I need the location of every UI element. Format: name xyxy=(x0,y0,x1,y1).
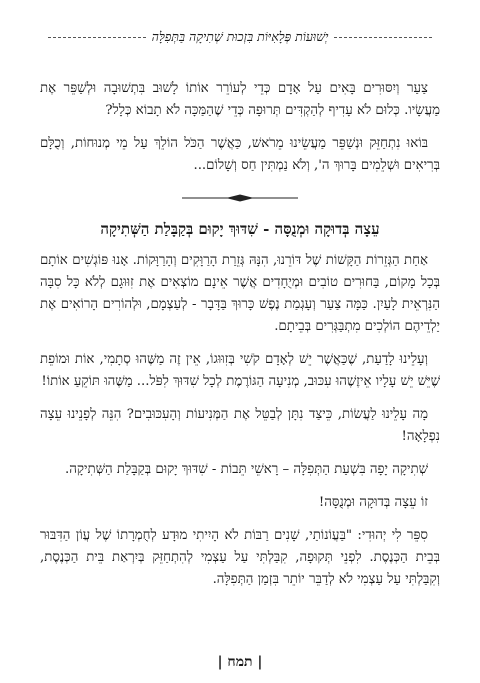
page-number: | תמח | xyxy=(217,654,263,670)
paragraph: שְׁתִיקָה יָפָה בִּשְׁעַת הַתְּפִלָּה – רָאשֵׁי תֵּבוֹת - שִׁדּוּךְ יָקוּם בְּקַבָּלַת הַשְּׁתִיקָה. xyxy=(65,462,428,477)
section-separator-ornament xyxy=(40,188,440,208)
ornament-icon xyxy=(180,193,300,203)
paragraph: בּוֹאוּ נִתְחַזֵּק וּנְשַׁפֵּר מַעֲשֵׂינוּ מֵרֹאשׁ, כַּאֲשֶׁר הַכֹּל הוֹלֵךְ עַל מֵי מְנוּחוֹת, וְכֻלָּם בְּרִיאִים וּשְׁלֵמִים בָּרוּךְ ה', וְלֹא נַמְתִּין חַס וְשָׁלוֹם... xyxy=(40,136,440,173)
paragraph: אַחַת הַגְּזֵרוֹת הַקָּשׁוֹת שֶׁל דּוֹרֵנוּ, הִנָּהּ גְּזֵרַת הָרַוָּקִים וְהָרַוָּקוֹת. אָנוּ פּוֹגְשִׁים אוֹתָם בְּכָל מָקוֹם, בַּחוּרִים טוֹבִים וּמְיֻחָדִים אֲשֶׁר אֵינָם מוֹצְאִים אֶת זִוּוּגָם לְלֹא כָּל סִבָּה הַנִּרְאֵית לָעַיִן. כַּמָּה צַעַר וְעָגְמַת נֶפֶשׁ כָּרוּךְ בַּדָּבָר - לְעַצְמָם, וּלְהוֹרִים הָרוֹאִים אֶת יַלְדֵיהֶם הוֹלְכִים מִתְבַּגְּרִים בְּבֵיתָם. xyxy=(40,253,440,334)
paragraph: וְעָלֵינוּ לָדַעַת, שֶׁכַּאֲשֶׁר יֵשׁ לְאָדָם קֹשִׁי בְּזִוּוּגוֹ, אֵין זֶה מַשֶּׁהוּ סְתָמִי, אוֹת וּמוֹפֵת שֶׁיֵּשׁ יֵשׁ עָלָיו אֵיזֶשֶׁהוּ עִכּוּב, מְנִיעָה הַגּוֹרֶמֶת לְכָל שִׁדּוּךְ לִפֹּל... מַשֶּׁהוּ תּוֹקֵעַ אוֹתוֹ! xyxy=(40,352,440,389)
header-rule-right xyxy=(334,37,432,38)
section-heading: עֵצָה בְּדוּקָה וּמְנֻסָּה - שִׁדּוּךְ יָקוּם בְּקַבָּלַת הַשְּׁתִיקָה xyxy=(100,220,380,238)
paragraph: צַעַר וְיִסּוּרִים בָּאִים עַל אָדָם כְּדֵי לְעוֹרֵר אוֹתוֹ לָשׁוּב בִּתְשׁוּבָה וּלְשַׁפֵּר אֶת מַעֲשָׂיו. כְּלוּם לֹא עָדִיף לְהַקְדִּים תְּרוּפָה כְּדֵי שֶׁהַמַּכָּה לֹא תָבוֹא כְּלָל? xyxy=(40,81,440,118)
paragraph: זוֹ עֵצָה בְּדוּקָה וּמְנֻסָּה! xyxy=(318,495,428,510)
running-header xyxy=(48,28,432,46)
header-rule-left xyxy=(48,37,146,38)
paragraph: מָה עָלֵינוּ לַעֲשׂוֹת, כֵּיצַד נִתָּן לְבַטֵּל אֶת הַמְּנִיעוֹת וְהָעִכּוּבִים? הִנֵּה לְפָנֵינוּ עֵצָה נִפְלָאָה! xyxy=(40,407,440,444)
running-title: יְשׁוּעוֹת פְּלָאִיּוֹת בִּזְכוּת שְׁתִיקָה בַּתְּפִלָּה xyxy=(151,29,329,44)
paragraph: סִפֵּר לִי יְהוּדִי: "בַּעֲוֹנוֹתַי, שָׁנִים רַבּוֹת לֹא הָיִיתִי מוּדָע לְחֻמְרָתוֹ שֶׁל עֲוֹן הַדִּבּוּר בְּבֵית הַכְּנֶסֶת. לִפְנֵי תְּקוּפָה, קִבַּלְתִּי עַל עַצְמִי לְהִתְחַזֵּק בְּיִרְאַת בֵּית הַכְּנֶסֶת, וְקִבַּלְתִּי עַל עַצְמִי לֹא לְדַבֵּר יוֹתֵר בִּזְמַן הַתְּפִלָּה. xyxy=(40,528,440,587)
page-body xyxy=(40,78,440,602)
